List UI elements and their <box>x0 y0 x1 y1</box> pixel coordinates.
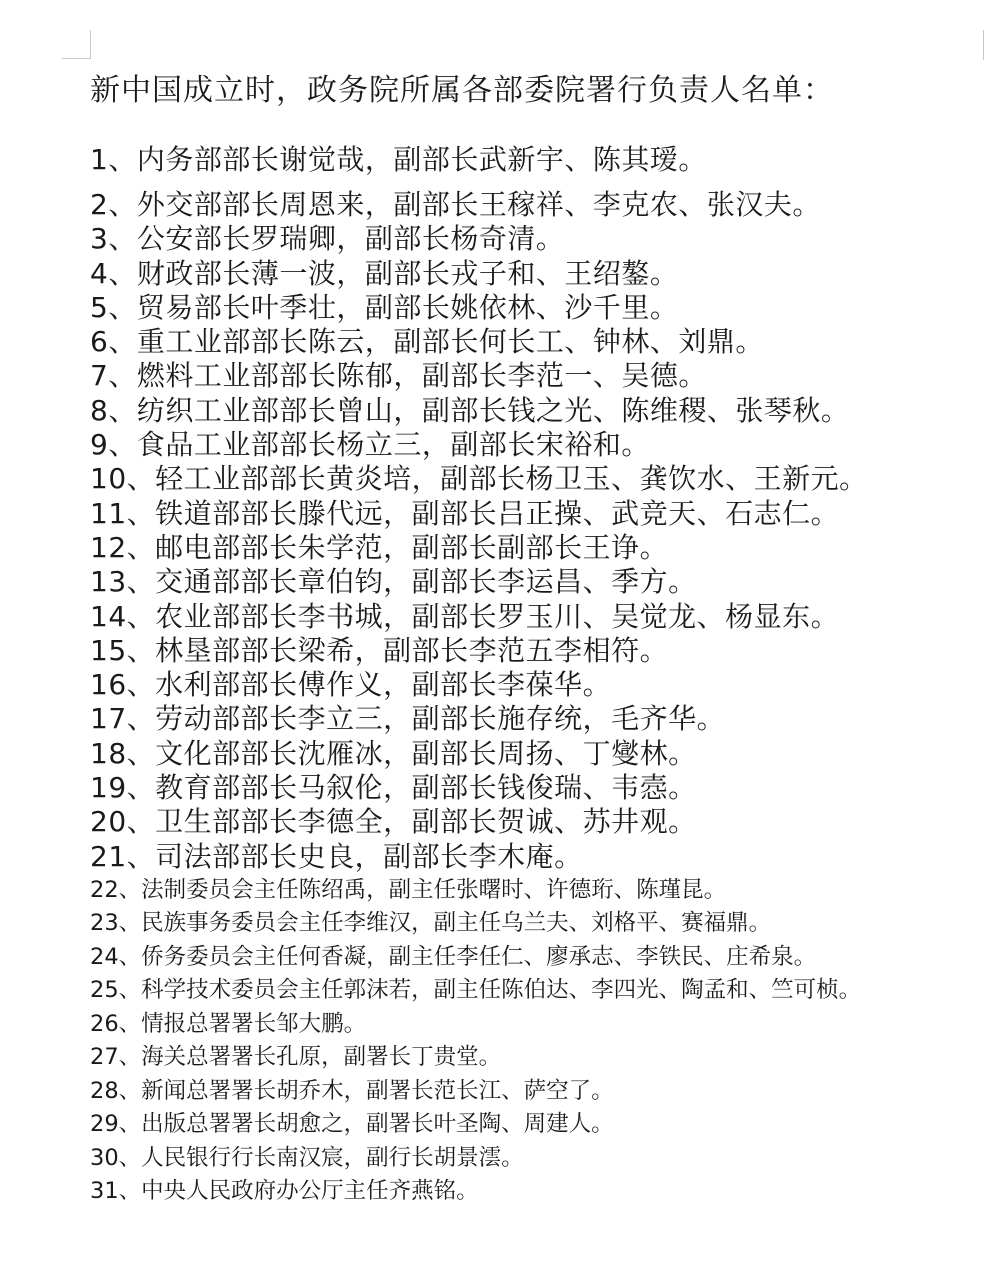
item-text: 人民银行行长南汉宸，副行长胡景澐。 <box>141 1144 524 1171</box>
item-text: 林垦部部长梁希，副部长李范五李相符。 <box>155 633 669 667</box>
item-separator: 、 <box>126 530 156 564</box>
list-item <box>90 737 990 771</box>
item-text: 财政部长薄一波，副部长戎子和、王绍鏊。 <box>136 256 679 290</box>
list-item <box>90 634 990 668</box>
list-item <box>90 359 990 393</box>
appointment-list <box>90 140 990 1209</box>
item-separator: 、 <box>126 462 156 496</box>
item-text: 司法部部长史良，副部长李木庵。 <box>155 839 583 873</box>
item-number: 29 <box>90 1111 119 1138</box>
item-text: 劳动部部长李立三，副部长施存统，毛齐华。 <box>155 702 726 736</box>
list-item <box>90 941 990 975</box>
item-text: 情报总署署长邹大鹏。 <box>141 1010 367 1037</box>
list-item <box>90 394 990 428</box>
page-corner-mark-left <box>62 30 91 59</box>
item-separator: 、 <box>118 910 142 937</box>
item-separator: 、 <box>126 496 156 530</box>
item-number: 2 <box>90 188 109 221</box>
item-text: 食品工业部部长杨立三，副部长宋裕和。 <box>136 428 650 462</box>
item-text: 文化部部长沈雁冰，副部长周扬、丁燮林。 <box>155 736 697 770</box>
item-text: 公安部长罗瑞卿，副部长杨奇清。 <box>136 222 565 256</box>
item-text: 侨务委员会主任何香凝，副主任李任仁、廖承志、李铁民、庄希泉。 <box>141 943 817 970</box>
item-text: 卫生部部长李德全，副部长贺诚、苏井观。 <box>155 805 697 839</box>
item-number: 1 <box>90 143 109 176</box>
item-number: 5 <box>90 290 109 324</box>
item-separator: 、 <box>108 325 137 359</box>
item-separator: 、 <box>108 290 137 324</box>
item-text: 内务部部长谢觉哉，副部长武新宇、陈其瑷。 <box>136 143 707 176</box>
item-number: 4 <box>90 256 109 290</box>
item-text: 重工业部部长陈云，副部长何长工、钟林、刘鼎。 <box>136 325 764 359</box>
item-separator: 、 <box>118 876 142 903</box>
list-item <box>90 462 990 496</box>
list-item <box>90 771 990 805</box>
list-item <box>90 668 990 702</box>
item-separator: 、 <box>108 222 137 256</box>
item-text: 海关总署署长孔原，副署长丁贵堂。 <box>141 1044 502 1071</box>
item-separator: 、 <box>108 143 137 176</box>
item-separator: 、 <box>126 771 156 805</box>
item-number: 6 <box>90 325 109 359</box>
item-separator: 、 <box>108 188 137 221</box>
list-item <box>90 1008 990 1042</box>
item-number: 21 <box>90 839 127 873</box>
item-number: 17 <box>90 702 127 736</box>
item-number: 18 <box>90 736 127 770</box>
page-corner-mark-right <box>983 30 990 60</box>
item-separator: 、 <box>108 393 137 427</box>
list-item <box>90 1041 990 1075</box>
item-separator: 、 <box>108 359 137 393</box>
list-item <box>90 600 990 634</box>
item-text: 外交部部长周恩来，副部长王稼祥、李克农、张汉夫。 <box>136 188 821 221</box>
item-text: 铁道部部长滕代远，副部长吕正操、武竞天、石志仁。 <box>155 496 840 530</box>
item-separator: 、 <box>126 839 156 873</box>
item-text: 贸易部长叶季壮，副部长姚依林、沙千里。 <box>136 290 679 324</box>
item-separator: 、 <box>126 565 156 599</box>
item-separator: 、 <box>126 702 156 736</box>
list-item <box>90 974 990 1008</box>
list-item <box>90 257 990 291</box>
item-text: 新闻总署署长胡乔木，副署长范长江、萨空了。 <box>141 1077 614 1104</box>
list-item <box>90 840 990 874</box>
item-text: 轻工业部部长黄炎培，副部长杨卫玉、龚饮水、王新元。 <box>155 462 868 496</box>
item-separator: 、 <box>118 1144 142 1171</box>
item-number: 3 <box>90 222 109 256</box>
item-text: 教育部部长马叙伦，副部长钱俊瑞、韦悫。 <box>155 771 697 805</box>
item-text: 法制委员会主任陈绍禹，副主任张曙时、许德珩、陈瑾昆。 <box>141 876 727 903</box>
list-item <box>90 140 990 188</box>
item-separator: 、 <box>118 1111 142 1138</box>
item-text: 农业部部长李书城，副部长罗玉川、吴觉龙、杨显东。 <box>155 599 840 633</box>
item-number: 9 <box>90 428 109 462</box>
item-separator: 、 <box>118 1077 142 1104</box>
item-separator: 、 <box>108 256 137 290</box>
item-number: 28 <box>90 1077 119 1104</box>
item-separator: 、 <box>118 943 142 970</box>
item-separator: 、 <box>118 1010 142 1037</box>
item-number: 27 <box>90 1044 119 1071</box>
item-number: 19 <box>90 771 127 805</box>
item-separator: 、 <box>108 428 137 462</box>
item-number: 8 <box>90 393 109 427</box>
item-separator: 、 <box>126 633 156 667</box>
item-separator: 、 <box>126 736 156 770</box>
item-number: 12 <box>90 530 127 564</box>
item-text: 科学技术委员会主任郭沫若，副主任陈伯达、李四光、陶孟和、竺可桢。 <box>141 977 862 1004</box>
list-item <box>90 325 990 359</box>
item-number: 14 <box>90 599 127 633</box>
item-number: 13 <box>90 565 127 599</box>
list-item <box>90 188 990 222</box>
item-number: 31 <box>90 1178 119 1205</box>
item-number: 10 <box>90 462 127 496</box>
list-item <box>90 291 990 325</box>
item-separator: 、 <box>126 668 156 702</box>
item-text: 民族事务委员会主任李维汉，副主任乌兰夫、刘格平、赛福鼎。 <box>141 910 772 937</box>
list-item <box>90 805 990 839</box>
item-separator: 、 <box>118 1178 142 1205</box>
item-text: 交通部部长章伯钧，副部长李运昌、季方。 <box>155 565 697 599</box>
item-number: 22 <box>90 876 119 903</box>
item-text: 纺织工业部部长曾山，副部长钱之光、陈维稷、张琴秋。 <box>136 393 850 427</box>
list-item <box>90 1175 990 1209</box>
list-item <box>90 497 990 531</box>
item-number: 11 <box>90 496 127 530</box>
list-item <box>90 907 990 941</box>
list-item <box>90 222 990 256</box>
item-separator: 、 <box>118 1044 142 1071</box>
item-text: 水利部部长傅作义，副部长李葆华。 <box>155 668 612 702</box>
list-item <box>90 1108 990 1142</box>
item-number: 16 <box>90 668 127 702</box>
item-number: 25 <box>90 977 119 1004</box>
item-number: 30 <box>90 1144 119 1171</box>
item-separator: 、 <box>118 977 142 1004</box>
document-title: 新中国成立时，政务院所属各部委院署行负责人名单： <box>90 73 834 108</box>
item-text: 中央人民政府办公厅主任齐燕铭。 <box>141 1178 479 1205</box>
item-number: 24 <box>90 943 119 970</box>
item-number: 26 <box>90 1010 119 1037</box>
list-item <box>90 874 990 908</box>
item-separator: 、 <box>126 599 156 633</box>
item-separator: 、 <box>126 805 156 839</box>
item-number: 20 <box>90 805 127 839</box>
list-item <box>90 1142 990 1176</box>
list-item <box>90 702 990 736</box>
list-item <box>90 531 990 565</box>
list-item <box>90 1075 990 1109</box>
item-text: 燃料工业部部长陈郁，副部长李范一、吴德。 <box>136 359 707 393</box>
item-text: 邮电部部长朱学范，副部长副部长王诤。 <box>155 530 669 564</box>
list-item <box>90 565 990 599</box>
item-number: 7 <box>90 359 109 393</box>
item-number: 15 <box>90 633 127 667</box>
list-item <box>90 428 990 462</box>
item-text: 出版总署署长胡愈之，副署长叶圣陶、周建人。 <box>141 1111 614 1138</box>
item-number: 23 <box>90 910 119 937</box>
